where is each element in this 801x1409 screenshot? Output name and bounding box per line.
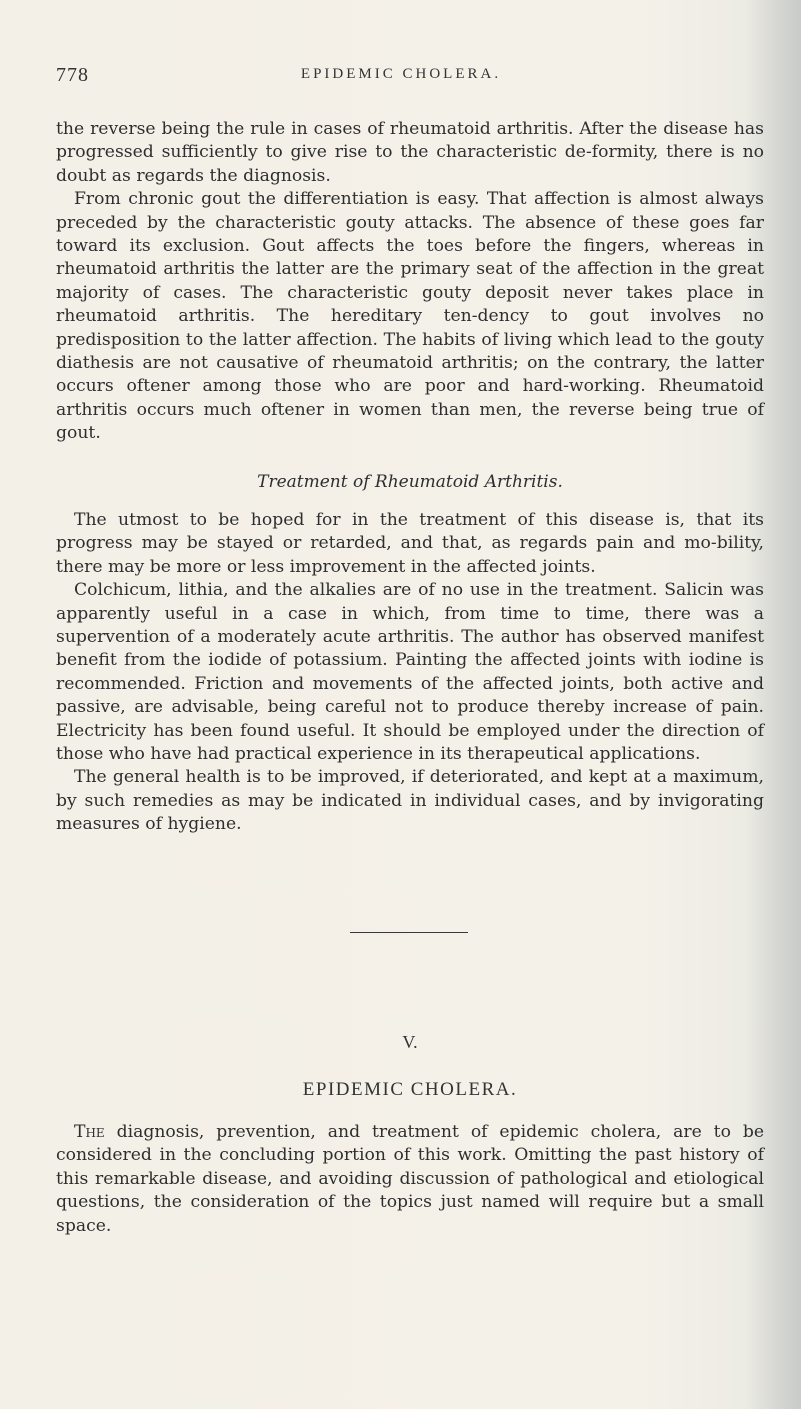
paragraph: The general health is to be improved, if deteriorated, and kept at a maximum, by such remedies as may be indicated in individual cases, and by invigorating measures of hygiene. — [56, 767, 764, 835]
paragraph-body: diagnosis, prevention, and treatment of epidemic cholera, are to be considered in the concluding portion of this work. Omitting the past history of this remarkable disease, and avoiding discussion of pathological and etiological questions, the consideration of the topics just named will require but a small space. — [56, 1122, 764, 1236]
paragraph — [56, 1121, 764, 1238]
paragraph: The utmost to be hoped for in the treatment of this disease is, that its progress may be stayed or retarded, and that, as regards pain and mo-bility, there may be more or less improvement in the affected joints. — [56, 510, 764, 577]
section-heading: Treatment of Rheumatoid Arthritis. — [257, 472, 563, 492]
lead-word: The — [74, 1122, 105, 1142]
section-divider-rule — [350, 932, 468, 933]
treatment-text — [56, 509, 764, 837]
chapter-title: EPIDEMIC CHOLERA. — [302, 1079, 518, 1100]
chapter-intro-text — [56, 1121, 764, 1238]
page-number: 778 — [56, 64, 89, 86]
running-head — [56, 64, 746, 90]
paragraph: From chronic gout the differentiation is easy. That affection is almost always preceded by the characteristic gouty attacks. The absence of these goes far toward its exclusion. Gout affects the toes before the fingers, whereas in rheumatoid arthritis the latter are the primary seat of the affection in the great majority of cases. The characteristic gouty deposit never takes place in rheumatoid arthritis. The hereditary ten-dency to gout involves no predisposition to the latter affection. The habits of living which lead to the gouty diathesis are not causative of rheumatoid arthritis; on the contrary, the latter occurs oftener among those who are poor and hard-working. Rheumatoid arthritis occurs much oftener in women than men, the reverse being true of gout. — [56, 189, 764, 444]
paragraph: Colchicum, lithia, and the alkalies are of no use in the treatment. Salicin was apparently useful in a case in which, from time to time, there was a supervention of a moderately acute arthritis. The author has observed manifest benefit from the iodide of potassium. Painting the affected joints with iodine is recommended. Friction and movements of the affected joints, both active and passive, are advisable, being careful not to produce thereby increase of pain. Electricity has been found useful. It should be employed under the direction of those who have had practical experience in its therapeutical applications. — [56, 580, 764, 765]
chapter-number: V. — [402, 1032, 418, 1052]
paragraph: the reverse being the rule in cases of rheumatoid arthritis. After the disease has progressed sufficiently to give rise to the characteristic de-formity, there is no doubt as regards the diagnosis. — [56, 119, 764, 186]
running-title: EPIDEMIC CHOLERA. — [300, 66, 502, 82]
diagnosis-text — [56, 118, 764, 446]
